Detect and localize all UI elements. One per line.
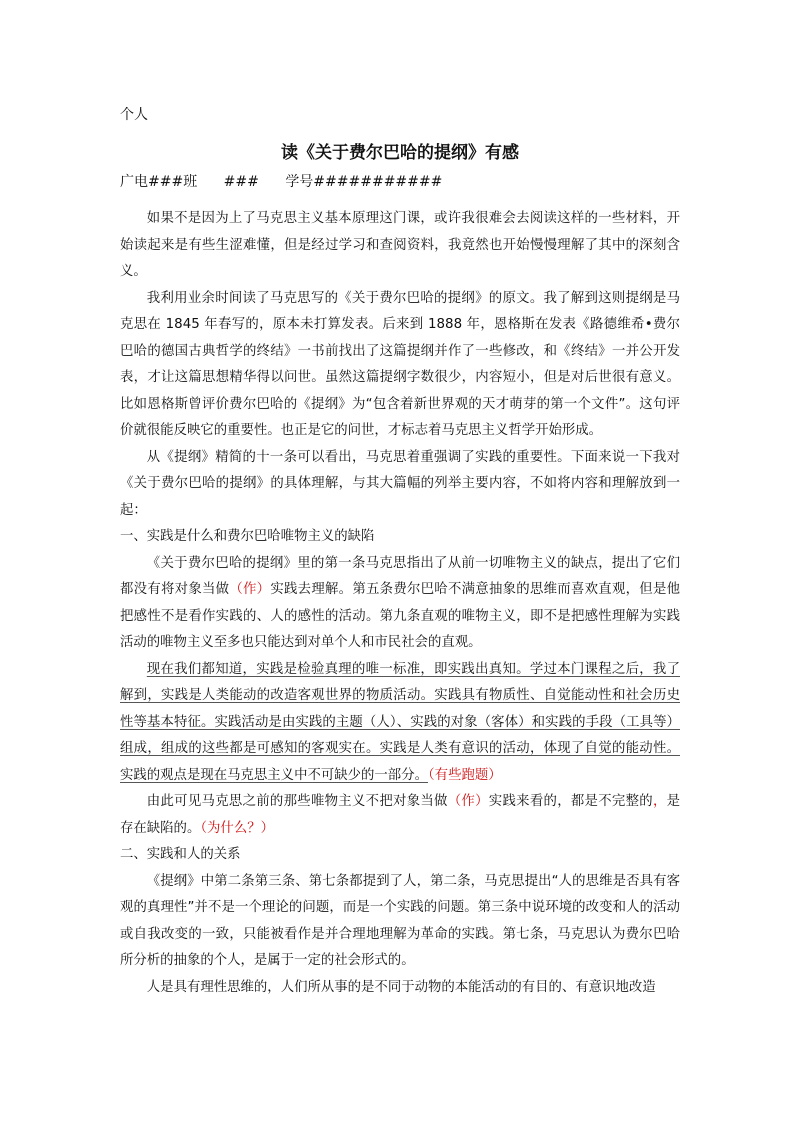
paragraph-3: 从《提纲》精简的十一条可以看出，马克思着重强调了实践的重要性。下面来说一下我对《关于费尔巴哈的提纲》的具体理解，与其大篇幅的列举主要内容，不如将内容和理解放到一起： [120, 449, 680, 518]
paragraph-6-text-a: 由此可见马克思之前的那些唯物主义不把对象当做 [146, 794, 448, 809]
paragraph-4-text-b: 实践去理解。第五条费尔巴哈不满意抽象的思维而喜欢直观，但是他把感性不是看作实践的、人的感性的活动。第九条直观的唯物主义，即不是把感性理解为实践活动的唯物主义至多也只能达到对单个人和市民社会的直观。 [120, 582, 681, 650]
paragraph-8: 人是具有理性思维的，人们所从事的是不同于动物的本能活动的有目的、有意识地改造 [146, 979, 656, 995]
author-line [120, 171, 464, 191]
section-heading-1: 一、实践是什么和费尔巴哈唯物主义的缺陷 [120, 529, 375, 544]
paragraph-4-text-a: 《关于费尔巴哈的提纲》里的第一条马克思指出了从前一切唯物主义的缺点，提出了它们都没有将对象当做 [120, 555, 680, 597]
header-label: 个人 [120, 107, 148, 123]
paragraph-4 [120, 551, 680, 657]
paragraph-7: 《提纲》中第二条第三条、第七条都提到了人，第二条，马克思提出“人的思维是否具有客观的真理性”并不是一个理论的问题，而是一个实践的问题。第三条中说环境的改变和人的活动或自我改变的一致，只能被看作是并合理地理解为革命的实践。第七条，马克思认为费尔巴哈所分析的抽象的个人，是属于一定的社会形式的。 [120, 873, 680, 968]
paragraph-5 [120, 657, 680, 790]
paragraph-6 [120, 789, 680, 842]
author-student-id: 学号########### [285, 174, 443, 190]
teacher-comment: （为什么？） [200, 820, 274, 836]
paragraph-1: 如果不是因为上了马克思主义基本原理这门课，或许我很难会去阅读这样的一些材料，开始读起来是有些生涩难懂，但是经过学习和查阅资料，我竟然也开始慢慢理解了其中的深刻含义。 [120, 211, 680, 279]
correction-mark: （作） [447, 794, 489, 809]
paragraph-6-text-b: 实践来看的，都是不完整的 [488, 794, 653, 809]
author-name: ### [223, 174, 259, 190]
underlined-passage: 现在我们都知道，实践是检验真理的唯一标准，即实践出真知。学过本门课程之后，我了解到，实践是人类能动的改造客观世界的物质活动。实践具有物质性、自觉能动性和社会历史性等基本特征。实践活动是由实践的主题（人）、实践的对象（客体）和实践的手段（工具等）组成，组成的这些都是可感知的客观实在。实践是人类有意识的活动，体现了自觉的能动性。实践的观点是现在马克思主义中不可缺少的一部分。 [120, 661, 680, 783]
document-title: 读《关于费尔巴哈的提纲》有感 [281, 143, 519, 163]
document-body [120, 206, 680, 1001]
author-class: 广电###班 [120, 174, 198, 190]
section-heading-2: 二、实践和人的关系 [120, 847, 241, 862]
teacher-comment: （有些跑题） [427, 767, 502, 783]
paragraph-2: 我利用业余时间读了马克思写的《关于费尔巴哈的提纲》的原文。我了解到这则提纲是马克思在 1845 年春写的，原本未打算发表。后来到 1888 年，恩格斯在发表《路德维希•费尔巴哈的德国古典哲学的终结》一书前找出了这篇提纲并作了一些修改，和《终结》一并公开发表，才让这篇思想精华得以问世。虽然这篇提纲字数很少，内容短小，但是对后世很有意义。比如恩格斯曾评价费尔巴哈的《提纲》为“包含着新世界观的天才萌芽的第一个文件”。这句评价就很能反映它的重要性。也正是它的问世，才标志着马克思主义哲学开始形成。 [120, 290, 680, 438]
paragraph-6-text-c: 是存在缺陷的。 [120, 794, 681, 836]
correction-comma: ， [652, 794, 667, 809]
correction-mark: （作） [229, 582, 271, 597]
